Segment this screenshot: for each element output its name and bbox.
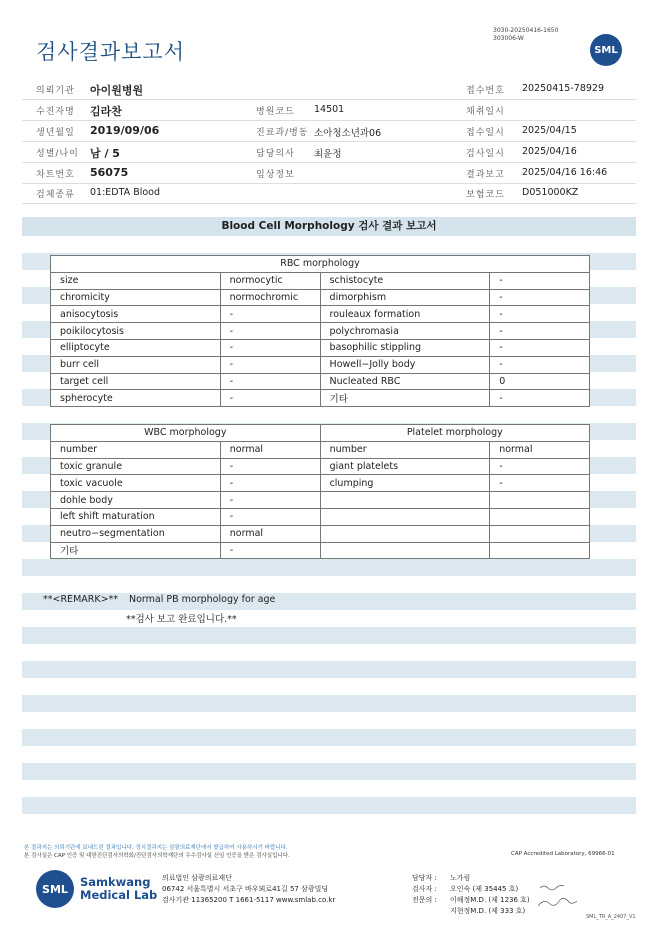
rbc-header: RBC morphology [51, 256, 590, 273]
rbc-result: - [490, 339, 590, 356]
sex-age-label: 성별/나이 [36, 149, 79, 159]
table-row [51, 508, 590, 525]
rbc-result: - [220, 373, 320, 390]
platelet-result [490, 508, 590, 525]
wbc-platelet-table [50, 424, 590, 559]
patient-label: 수진자명 [36, 107, 75, 117]
rbc-result: - [220, 306, 320, 323]
stripe [22, 763, 636, 780]
specimen-value: 01:EDTA Blood [90, 187, 161, 198]
tester-value: 오인숙 (제 35445 호) [450, 885, 519, 893]
doctor-label: 담당의사 [256, 149, 295, 159]
organization-name: 의료법인 삼광의료재단 [162, 874, 232, 882]
rbc-result: - [220, 356, 320, 373]
document-code-line2: 303006-W [493, 35, 524, 42]
info-row-2 [22, 100, 636, 121]
organization-contact: 검사기관 11365200 T 1661-5117 www.smlab.co.kr [162, 896, 336, 904]
wbc-result: - [220, 492, 320, 509]
wbc-item: toxic vacuole [51, 475, 221, 492]
sml-logo-icon: SML [590, 34, 622, 66]
rbc-item: poikilocytosis [51, 323, 221, 340]
stripe [22, 627, 636, 644]
rbc-morphology-table [50, 255, 590, 407]
dept-value: 소아청소년과06 [314, 128, 382, 139]
table-row [51, 373, 590, 390]
footer-note-1: 본 결과지는 의뢰기관에 보내드린 결과입니다. 정식결과지는 삼광의료재단에서 발급하여 사용하시기 바랍니다. [24, 845, 288, 851]
insurance-label: 보험코드 [466, 190, 505, 200]
table-row [51, 492, 590, 509]
wbc-item: 기타 [51, 542, 221, 559]
dob-value: 2019/09/06 [90, 124, 160, 137]
table-row [51, 542, 590, 559]
rbc-result: - [490, 356, 590, 373]
rbc-item: elliptocyte [51, 339, 221, 356]
tester-label: 검사자 : [412, 885, 437, 893]
rbc-result: - [220, 323, 320, 340]
wbc-item: left shift maturation [51, 508, 221, 525]
signature-icon [535, 880, 585, 916]
report-complete-text: **검사 보고 완료입니다.** [126, 614, 237, 625]
stripe [22, 695, 636, 712]
info-row-5 [22, 163, 636, 184]
hospital-value: 아이원병원 [90, 84, 144, 97]
specimen-label: 검체종류 [36, 190, 75, 200]
rbc-item: chromicity [51, 289, 221, 306]
rbc-result: - [220, 390, 320, 407]
rbc-result: - [490, 272, 590, 289]
table-row [51, 306, 590, 323]
chart-no-label: 차트번호 [36, 170, 75, 180]
table-row [51, 323, 590, 340]
report-value: 2025/04/16 16:46 [522, 167, 608, 178]
brand-line1: Samkwang [80, 875, 151, 889]
platelet-item [320, 492, 490, 509]
rbc-item: 기타 [320, 390, 490, 407]
receipt-date-label: 접수일시 [466, 128, 505, 138]
dob-label: 생년월일 [36, 128, 75, 138]
rbc-result: - [490, 323, 590, 340]
insurance-value: D051000KZ [522, 187, 579, 198]
rbc-item: target cell [51, 373, 221, 390]
specialist2-value: 지현정M.D. (제 333 호) [450, 907, 526, 915]
receipt-date-value: 2025/04/15 [522, 125, 577, 136]
table-row [51, 339, 590, 356]
rbc-result: - [490, 289, 590, 306]
signatures-labels [412, 873, 437, 906]
rbc-item: spherocyte [51, 390, 221, 407]
sml-footer-logo-icon: SML [36, 870, 74, 908]
staff-value: 노가림 [450, 874, 471, 882]
wbc-result: - [220, 542, 320, 559]
organization-address: 06742 서울특별시 서초구 바우뫼로41길 57 삼광빌딩 [162, 885, 329, 893]
rbc-result: normochromic [220, 289, 320, 306]
stripe [22, 797, 636, 814]
doctor-value: 최윤정 [314, 149, 342, 160]
page-title: 검사결과보고서 [36, 40, 186, 64]
table-row [51, 390, 590, 407]
platelet-item [320, 525, 490, 542]
test-date-label: 검사일시 [466, 149, 505, 159]
wbc-result: normal [220, 525, 320, 542]
wbc-item: neutro−segmentation [51, 525, 221, 542]
hospital-code-label: 병원코드 [256, 107, 295, 117]
wbc-item: toxic granule [51, 458, 221, 475]
info-row-1 [22, 79, 636, 100]
platelet-result: normal [490, 441, 590, 458]
rbc-item: schistocyte [320, 272, 490, 289]
clinical-label: 임상정보 [256, 170, 295, 180]
table-row [51, 458, 590, 475]
rbc-item: Nucleated RBC [320, 373, 490, 390]
rbc-result: - [490, 306, 590, 323]
rbc-item: dimorphism [320, 289, 490, 306]
platelet-item: number [320, 441, 490, 458]
hospital-label: 의뢰기관 [36, 86, 75, 96]
platelet-result [490, 492, 590, 509]
info-row-4 [22, 142, 636, 163]
sex-age-value: 남 / 5 [90, 147, 120, 160]
hospital-code-value: 14501 [314, 104, 345, 115]
patient-value: 김라찬 [90, 105, 122, 118]
rbc-result: 0 [490, 373, 590, 390]
platelet-result [490, 525, 590, 542]
receipt-no-value: 20250415-78929 [522, 83, 605, 94]
platelet-result: - [490, 475, 590, 492]
organization-info [162, 873, 335, 906]
platelet-result [490, 542, 590, 559]
staff-label: 담당자 : [412, 874, 437, 882]
wbc-header: WBC morphology [51, 425, 321, 442]
wbc-result: - [220, 458, 320, 475]
receipt-no-label: 접수번호 [466, 86, 505, 96]
specialist1-value: 이해정M.D. (제 1236 호) [450, 896, 530, 904]
rbc-item: basophilic stippling [320, 339, 490, 356]
form-code: SML_TR_A_2407_V1 [586, 914, 636, 920]
stripe [22, 559, 636, 576]
rbc-result: normocytic [220, 272, 320, 289]
rbc-item: size [51, 272, 221, 289]
stripe [22, 661, 636, 678]
wbc-item: dohle body [51, 492, 221, 509]
dept-label: 진료과/병동 [256, 128, 309, 138]
test-date-value: 2025/04/16 [522, 146, 577, 157]
table-row [51, 356, 590, 373]
remark-label: **<REMARK>** [43, 594, 119, 605]
wbc-item: number [51, 441, 221, 458]
rbc-item: polychromasia [320, 323, 490, 340]
remark-text: Normal PB morphology for age [129, 594, 276, 605]
platelet-item: clumping [320, 475, 490, 492]
brand-line2: Medical Lab [80, 888, 158, 902]
footer-note-2: 본 검사실은 CAP 인증 및 대한진단검사의학회/진단검사의학재단의 우수검사실 신임 인증을 받은 검사실입니다. [24, 853, 290, 859]
table-row [51, 441, 590, 458]
platelet-result: - [490, 458, 590, 475]
platelet-item [320, 542, 490, 559]
rbc-item: burr cell [51, 356, 221, 373]
wbc-result: normal [220, 441, 320, 458]
document-code [493, 27, 558, 43]
table-row [51, 525, 590, 542]
info-row-3 [22, 121, 636, 142]
rbc-result: - [490, 390, 590, 407]
cap-accreditation: CAP Accredited Laboratory, 69966-01 [511, 851, 615, 857]
wbc-result: - [220, 475, 320, 492]
table-row [51, 272, 590, 289]
document-code-line1: 3030-20250416-1650 [493, 27, 559, 34]
table-row [51, 289, 590, 306]
collect-label: 채취일시 [466, 107, 505, 117]
rbc-item: rouleaux formation [320, 306, 490, 323]
rbc-item: Howell−Jolly body [320, 356, 490, 373]
brand-name [80, 876, 157, 902]
chart-no-value: 56075 [90, 166, 129, 179]
stripe [22, 729, 636, 746]
info-row-6 [22, 183, 636, 204]
table-row [51, 475, 590, 492]
rbc-item: anisocytosis [51, 306, 221, 323]
rbc-result: - [220, 339, 320, 356]
platelet-header: Platelet morphology [320, 425, 589, 442]
signatures-values [450, 873, 530, 917]
section-title: Blood Cell Morphology 검사 결과 보고서 [22, 217, 636, 236]
platelet-item [320, 508, 490, 525]
platelet-item: giant platelets [320, 458, 490, 475]
specialist-label: 전문의 : [412, 896, 437, 904]
report-label: 결과보고 [466, 170, 505, 180]
wbc-result: - [220, 508, 320, 525]
